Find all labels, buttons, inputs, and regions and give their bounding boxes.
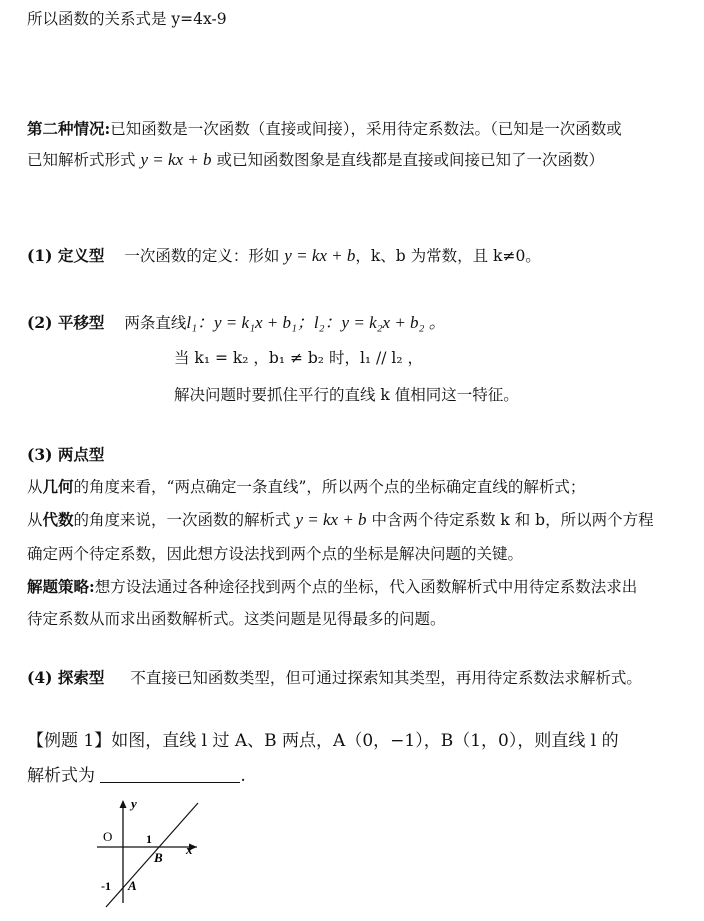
example1-text-a: 如图，直线 l 过 A、B 两点，A（0，−1），B（1，0），则直线 l 的 bbox=[111, 731, 619, 751]
type2-label: (2) 平移型 bbox=[27, 313, 105, 332]
type2-text: 两条直线 bbox=[124, 314, 187, 332]
type1-line bbox=[27, 245, 541, 267]
type1-text-post: ，k、b 为常数，且 k≠0。 bbox=[355, 247, 541, 265]
strategy-label: 解题策略: bbox=[27, 577, 95, 596]
type2-l2: l₂：y = k₂x + b₂ 。 bbox=[313, 313, 446, 332]
type4-text: 不直接已知函数类型，但可通过探索知其类型，再用待定系数法求解析式。 bbox=[130, 669, 642, 687]
strategy-text-a: 想方设法通过各种途径找到两个点的坐标，代入函数解析式中用待定系数法求出 bbox=[94, 578, 638, 596]
case2-line-1 bbox=[27, 118, 622, 140]
type2-condition: 当 k₁ = k₂ ，b₁ ≠ b₂ 时，l₁ // l₂ ， bbox=[174, 349, 424, 367]
type3-p2-d: 中含两个待定系数 k 和 b，所以两个方程 bbox=[366, 511, 654, 529]
type3-p2-a: 从 bbox=[27, 511, 43, 529]
case2-text-a: 已知函数是一次函数（直接或间接），采用待定系数法。（已知是一次函数或 bbox=[110, 120, 622, 138]
example1-line-2 bbox=[27, 765, 246, 787]
type4-line bbox=[27, 667, 642, 689]
example1-line-1 bbox=[27, 730, 619, 752]
case2-text-b-post: 或已知函数图象是直线都是直接或间接已知了一次函数） bbox=[211, 151, 604, 169]
point-b-label: B bbox=[154, 850, 163, 865]
example1-end: . bbox=[240, 766, 246, 786]
line-l bbox=[106, 803, 198, 907]
type3-p1-c: 的角度来看，“两点确定一条直线”，所以两个点的坐标确定直线的解析式； bbox=[73, 478, 586, 496]
example1-text-b: 解析式为 bbox=[27, 766, 95, 786]
case2-heading: 第二种情况: bbox=[27, 119, 111, 138]
case2-text-b-pre: 已知解析式形式 bbox=[27, 151, 141, 169]
origin-label: O bbox=[103, 829, 113, 844]
type2-l1: l₁：y = k₁x + b₁； bbox=[186, 313, 314, 332]
type3-paragraph-2 bbox=[27, 509, 654, 531]
example1-tag: 【例题 1】 bbox=[27, 731, 112, 751]
type3-strategy-1 bbox=[27, 576, 637, 598]
type3-p1-b: 几何 bbox=[42, 477, 74, 496]
type1-formula: y = kx + b bbox=[284, 246, 356, 265]
type2-note: 解决问题时要抓住平行的直线 k 值相同这一特征。 bbox=[174, 386, 519, 404]
type1-text-pre: 一次函数的定义：形如 bbox=[124, 247, 285, 265]
y-axis-arrow bbox=[120, 800, 127, 808]
type3-paragraph-3: 确定两个待定系数，因此想方设法找到两个点的坐标是解决问题的关键。 bbox=[27, 545, 524, 563]
case2-formula: y = kx + b bbox=[140, 150, 212, 169]
tick-x-1: 1 bbox=[146, 832, 152, 846]
x-axis-label: x bbox=[186, 842, 193, 857]
type2-line bbox=[27, 312, 446, 334]
example1-figure bbox=[92, 795, 212, 917]
type3-label: (3) 两点型 bbox=[27, 445, 105, 464]
type3-p2-b: 代数 bbox=[42, 510, 74, 529]
case2-line-2 bbox=[27, 149, 604, 171]
type3-paragraph-1 bbox=[27, 476, 585, 498]
type3-p1-a: 从 bbox=[27, 478, 43, 496]
tick-y-minus-1: -1 bbox=[101, 879, 111, 893]
answer-blank[interactable] bbox=[100, 768, 240, 783]
type3-strategy-2: 待定系数从而求出函数解析式。这类问题是见得最多的问题。 bbox=[27, 610, 446, 628]
type1-label: (1) 定义型 bbox=[27, 246, 105, 265]
point-a-label: A bbox=[128, 878, 137, 893]
y-axis-label: y bbox=[131, 796, 137, 811]
type3-p2-formula: y = kx + b bbox=[295, 510, 367, 529]
type4-label: (4) 探索型 bbox=[27, 668, 105, 687]
type3-p2-c: 的角度来说，一次函数的解析式 bbox=[73, 511, 296, 529]
solution-line: 所以函数的关系式是 y=4x-9 bbox=[27, 10, 227, 28]
